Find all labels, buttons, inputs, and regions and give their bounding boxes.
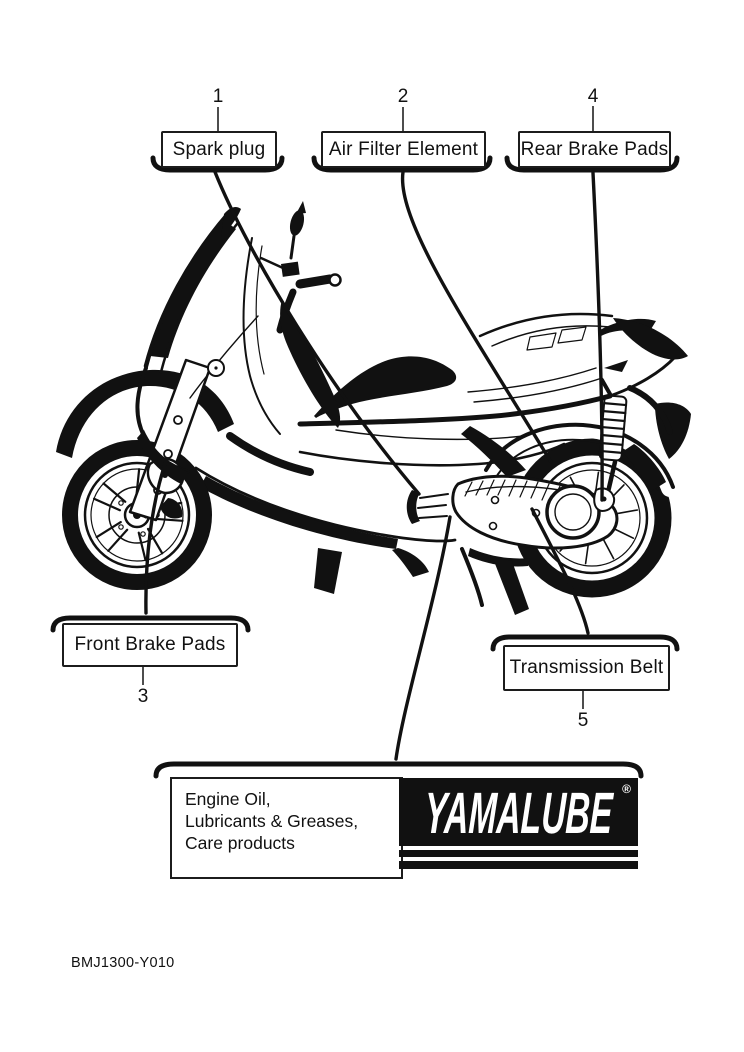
consumables-line: Care products xyxy=(185,833,295,853)
logo-stripe-top xyxy=(399,850,638,857)
callout-label: Transmission Belt xyxy=(509,657,664,678)
center-stand xyxy=(314,548,342,594)
callout-spark-plug xyxy=(161,131,277,168)
document-code: BMJ1300-Y010 xyxy=(71,955,175,971)
callout-front-brake-pads xyxy=(62,623,238,667)
consumables-box xyxy=(170,777,403,879)
consumables-line: Engine Oil, xyxy=(185,789,271,809)
yamalube-logo xyxy=(399,778,638,846)
callout-label: Rear Brake Pads xyxy=(520,138,669,160)
yamalube-logo-text: YAMALUBE xyxy=(423,779,614,845)
callout-label: Front Brake Pads xyxy=(74,634,226,655)
registered-trademark-symbol: ® xyxy=(622,782,631,796)
item-number-transmission-belt: 5 xyxy=(577,710,589,731)
item-number-front-brake: 3 xyxy=(137,686,149,707)
callout-transmission-belt xyxy=(503,645,670,691)
bracket-consumables xyxy=(156,764,641,776)
brake-lever xyxy=(261,258,283,268)
logo-stripe-bottom xyxy=(399,861,638,869)
callout-label: Spark plug xyxy=(172,138,266,160)
callout-label: Air Filter Element xyxy=(328,138,479,160)
transmission-case xyxy=(407,476,617,566)
consumables-line: Lubricants & Greases, xyxy=(185,811,359,831)
item-number-rear-brake: 4 xyxy=(587,86,599,107)
callout-rear-brake-pads xyxy=(518,131,671,168)
handlebar-grip xyxy=(300,279,330,284)
item-number-air-filter: 2 xyxy=(397,86,409,107)
callout-air-filter xyxy=(321,131,486,168)
item-number-spark-plug: 1 xyxy=(212,86,224,107)
